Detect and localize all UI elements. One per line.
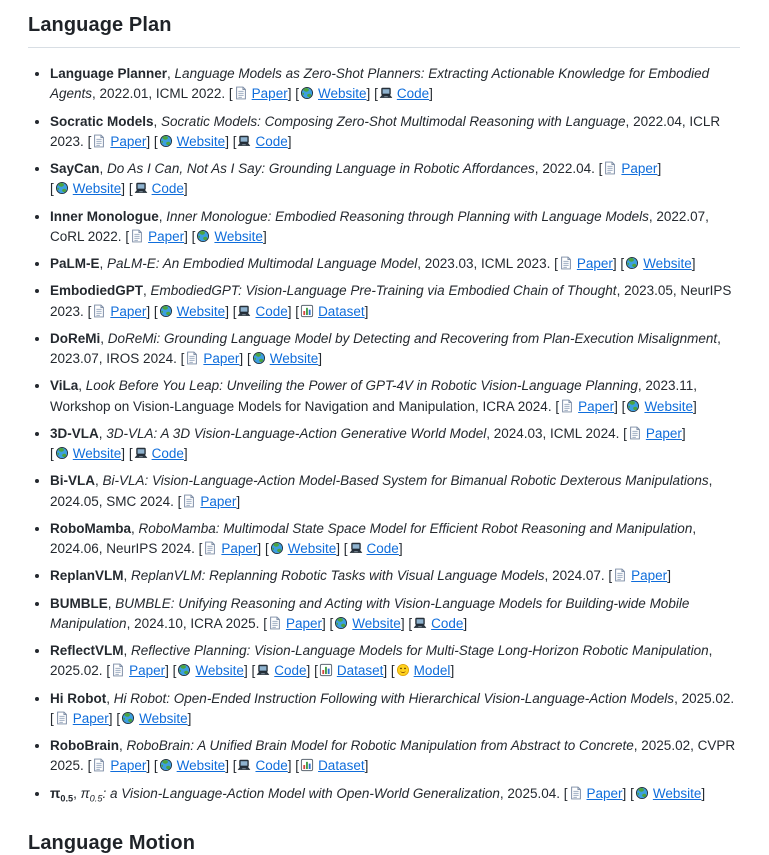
paper-name: EmbodiedGPT [50, 283, 144, 299]
paper-icon [268, 614, 282, 634]
website-link[interactable]: Website [195, 663, 244, 679]
paper-meta: 2023.07, IROS 2024. [50, 351, 177, 366]
paper-title: Do As I Can, Not As I Say: Grounding Language in Robotic Affordances [107, 161, 535, 176]
model-link[interactable]: Model [413, 663, 451, 679]
paper-item: • $\pi_{0.5}$, $\pi_{0.5}$: a Vision-Language-Action Model with Open-World Generalization, 2025.04. [ Paper] [ Website] [50, 784, 740, 804]
paper-link[interactable]: Paper [251, 86, 288, 102]
paper-link-group: [ Paper] [554, 256, 617, 271]
paper-item: • ViLa, Look Before You Leap: Unveiling the Power of GPT-4V in Robotic Vision-Language Planning, 2023.11, Workshop on Vision-Language Models for Navigation and Manipulation, ICRA 2024. [ Paper] [ Website] [50, 376, 740, 417]
model-link-group: [ Model] [391, 663, 454, 678]
globe-icon [177, 661, 191, 681]
paper-item: • ReplanVLM, ReplanVLM: Replanning Robotic Tasks with Visual Language Models, 2024.07. [ Paper] [50, 566, 740, 586]
dataset-link-group: [ Dataset] [314, 663, 387, 678]
website-link[interactable]: Website [287, 541, 337, 556]
code-link[interactable]: Code [255, 303, 288, 319]
paper-link[interactable]: Paper [110, 758, 147, 774]
website-link-group: [ Website] [630, 786, 705, 801]
code-link[interactable]: Code [431, 615, 464, 631]
paper-icon [111, 661, 125, 681]
paper-link-group: [ Paper] [88, 758, 151, 773]
paper-title: Reflective Planning: Vision-Language Models for Multi-Stage Long-Horizon Robotic Manipulation [131, 643, 709, 658]
paper-link-group: [ Paper] [181, 351, 244, 366]
paper-link[interactable]: Paper [285, 615, 322, 631]
paper-link[interactable]: Paper [576, 256, 613, 271]
paper-item: • BUMBLE, BUMBLE: Unifying Reasoning and Acting with Vision-Language Models for Building-wide Mobile Manipulation, 2024.10, ICRA 2025. [ Paper] [ Website] [ Code] [50, 594, 740, 635]
paper-name: BUMBLE [50, 595, 108, 611]
globe-icon [159, 756, 173, 776]
paper-meta: 2025.02. [681, 690, 735, 706]
paper-meta: 2024.06, NeurIPS 2024. [50, 541, 195, 556]
paper-icon [560, 397, 574, 417]
paper-title: RoboBrain: A Unified Brain Model for Robotic Manipulation from Abstract to Concrete [126, 738, 634, 753]
paper-item: • RoboBrain, RoboBrain: A Unified Brain Model for Robotic Manipulation from Abstract to Concrete, 2025.02, CVPR 2025. [ Paper] [ Website] [ Code] [ Dataset] [50, 736, 740, 777]
globe-icon [196, 227, 210, 247]
website-link-group: [ Website] [265, 541, 340, 556]
globe-icon [121, 709, 135, 729]
code-link[interactable]: Code [151, 181, 184, 197]
paper-name: 3D-VLA [50, 425, 99, 441]
paper-link-group: [ Paper] [106, 663, 169, 678]
hugging-face-icon [396, 661, 410, 681]
website-link-group: [ Website] [247, 351, 322, 366]
paper-name: RoboMamba [50, 520, 131, 536]
paper-link[interactable]: Paper [200, 493, 237, 509]
paper-link[interactable]: Paper [621, 161, 658, 176]
paper-link[interactable]: Paper [631, 568, 668, 584]
paper-name: Language Planner [50, 66, 168, 81]
code-link-group: [ Code] [129, 446, 188, 461]
paper-meta: 2025.02. [50, 663, 103, 679]
laptop-icon [256, 661, 270, 681]
paper-icon [92, 302, 106, 322]
bar-chart-icon [300, 302, 314, 322]
paper-title: Look Before You Leap: Unveiling the Power of GPT-4V in Robotic Vision-Language Planning [85, 378, 638, 394]
globe-icon [334, 614, 348, 634]
code-link[interactable]: Code [255, 133, 288, 149]
code-link[interactable]: Code [255, 758, 288, 774]
paper-link[interactable]: Paper [110, 133, 147, 149]
paper-name: ViLa [50, 378, 79, 394]
paper-item: • Hi Robot, Hi Robot: Open-Ended Instruction Following with Hierarchical Vision-Language-Action Models, 2025.02. [ Paper] [ Website] [50, 689, 740, 730]
paper-link[interactable]: Paper [148, 228, 185, 244]
paper-meta: 2022.07, CoRL 2022. [50, 208, 709, 244]
code-link-group: [ Code] [233, 758, 292, 773]
website-link-group: [ Website] [154, 134, 229, 149]
website-link[interactable]: Website [176, 133, 226, 149]
paper-title: RoboMamba: Multimodal State Space Model for Efficient Robot Reasoning and Manipulation [138, 520, 693, 536]
paper-title: $\pi_{0.5}$: a Vision-Language-Action Model with Open-World Generalization [80, 785, 500, 804]
paper-meta: 2024.10, ICRA 2025. [134, 615, 260, 631]
paper-title: 3D-VLA: A 3D Vision-Language-Action Generative World Model [106, 425, 487, 441]
paper-name: DoReMi [50, 330, 101, 346]
paper-meta: 2024.07. [552, 568, 605, 584]
paper-item: • Socratic Models, Socratic Models: Composing Zero-Shot Multimodal Reasoning with Language, 2022.04, ICLR 2023. [ Paper] [ Website] [ Code] [50, 112, 740, 153]
paper-icon [559, 254, 573, 274]
paper-name: Socratic Models [50, 113, 154, 129]
paper-list [28, 62, 740, 804]
paper-meta: 2023.05, NeurIPS 2023. [50, 283, 732, 319]
paper-title: DoReMi: Grounding Language Model by Detecting and Recovering from Plan-Execution Misalignment [107, 330, 718, 346]
paper-icon [182, 492, 196, 512]
paper-link-group: [ Paper] [88, 304, 151, 319]
code-link-group: [ Code] [233, 134, 292, 149]
paper-link[interactable]: Paper [586, 785, 623, 801]
website-link[interactable]: Website [352, 615, 401, 631]
paper-meta: 2022.04, ICLR 2023. [50, 113, 721, 149]
globe-icon [625, 254, 639, 274]
globe-icon [159, 302, 173, 322]
website-link[interactable]: Website [318, 86, 367, 102]
laptop-icon [237, 756, 251, 776]
paper-meta: 2024.03, ICML 2024. [493, 425, 620, 441]
laptop-icon [413, 614, 427, 634]
paper-link-group: [ Paper] [178, 494, 241, 509]
paper-link-group: [ Paper] [623, 426, 686, 441]
laptop-icon [237, 302, 251, 322]
globe-icon [626, 397, 640, 417]
globe-icon [300, 84, 314, 104]
dataset-link[interactable]: Dataset [336, 663, 384, 679]
paper-item: • DoReMi, DoReMi: Grounding Language Model by Detecting and Recovering from Plan-Execution Misalignment, 2023.07, IROS 2024. [ Paper] [ Website] [50, 329, 740, 370]
website-link-group: [ Website] [50, 446, 125, 461]
paper-name: Bi-VLA [50, 473, 95, 489]
code-link[interactable]: Code [366, 541, 399, 556]
globe-icon [55, 179, 69, 199]
paper-meta: 2023.03, ICML 2023. [424, 256, 551, 271]
website-link[interactable]: Website [176, 303, 226, 319]
paper-name: $\pi_{0.5}$ [50, 785, 74, 804]
code-link-group: [ Code] [233, 304, 292, 319]
paper-icon [130, 227, 144, 247]
paper-icon [613, 566, 627, 586]
website-link-group: [ Website] [50, 181, 125, 196]
globe-icon [252, 349, 266, 369]
globe-icon [270, 539, 284, 559]
paper-icon [628, 424, 642, 444]
section-heading-language-motion: Language Motion [28, 831, 196, 854]
paper-icon [234, 84, 248, 104]
website-link[interactable]: Website [643, 256, 692, 271]
laptop-icon [379, 84, 393, 104]
website-link-group: [ Website] [154, 304, 229, 319]
paper-link[interactable]: Paper [129, 663, 166, 679]
paper-meta: 2025.02, CVPR 2025. [50, 738, 736, 774]
paper-link-group: [ Paper] [88, 134, 151, 149]
paper-link-group: [ Paper] [564, 786, 627, 801]
code-link-group: [ Code] [408, 616, 467, 631]
section-heading-language-plan: Language Plan [28, 12, 740, 48]
paper-title: Language Models as Zero-Shot Planners: Extracting Actionable Knowledge for Embodied Agents [50, 66, 710, 102]
paper-link-group: [ Paper] [263, 616, 326, 631]
paper-name: ReplanVLM [50, 568, 124, 584]
paper-title: EmbodiedGPT: Vision-Language Pre-Training via Embodied Chain of Thought [150, 283, 617, 299]
globe-icon [159, 132, 173, 152]
paper-name: SayCan [50, 161, 100, 176]
paper-meta: 2022.01, ICML 2022. [99, 86, 226, 102]
paper-icon [55, 709, 69, 729]
paper-title: Hi Robot: Open-Ended Instruction Following with Hierarchical Vision-Language-Action Models [113, 690, 675, 706]
code-link-group: [ Code] [344, 541, 403, 556]
laptop-icon [134, 444, 148, 464]
paper-link[interactable]: Paper [221, 541, 258, 556]
paper-name: ReflectVLM [50, 643, 124, 658]
paper-link[interactable]: Paper [578, 398, 615, 414]
paper-title: PaLM-E: An Embodied Multimodal Language Model [107, 256, 418, 271]
code-link[interactable]: Code [396, 86, 430, 102]
paper-icon [603, 159, 617, 179]
paper-name: PaLM-E [50, 256, 100, 271]
globe-icon [635, 784, 649, 804]
website-link-group: [ Website] [173, 663, 248, 678]
paper-name: Hi Robot [50, 690, 107, 706]
paper-item: • PaLM-E, PaLM-E: An Embodied Multimodal Language Model, 2023.03, ICML 2023. [ Paper] [ Website] [50, 254, 740, 274]
website-link-group: [ Website] [622, 399, 697, 414]
paper-item: • Bi-VLA, Bi-VLA: Vision-Language-Action Model-Based System for Bimanual Robotic Dexterous Manipulations, 2024.05, SMC 2024. [ Paper] [50, 471, 740, 512]
paper-icon [92, 756, 106, 776]
paper-item: • 3D-VLA, 3D-VLA: A 3D Vision-Language-Action Generative World Model, 2024.03, ICML 2024. [ Paper] [ Website] [ Code] [50, 424, 740, 465]
paper-meta: 2023.11, Workshop on Vision-Language Models for Navigation and Manipulation, ICRA 2024. [50, 378, 697, 414]
bar-chart-icon [300, 756, 314, 776]
paper-icon [92, 132, 106, 152]
code-link-group: [ Code] [374, 86, 433, 101]
website-link-group: [ Website] [154, 758, 229, 773]
paper-link-group: [ Paper] [125, 229, 188, 244]
paper-icon [569, 784, 583, 804]
paper-icon [203, 539, 217, 559]
paper-link-group: [ Paper] [608, 568, 671, 583]
globe-icon [55, 444, 69, 464]
code-link[interactable]: Code [151, 446, 184, 461]
website-link-group: [ Website] [192, 229, 267, 244]
code-link-group: [ Code] [251, 663, 310, 678]
paper-title: Bi-VLA: Vision-Language-Action Model-Based System for Bimanual Robotic Dexterous Manipulations [102, 473, 709, 489]
dataset-link-group: [ Dataset] [295, 304, 368, 319]
paper-link[interactable]: Paper [645, 425, 682, 441]
code-link[interactable]: Code [274, 663, 307, 679]
paper-link-group: [ Paper] [199, 541, 262, 556]
dataset-link[interactable]: Dataset [318, 303, 365, 319]
paper-item: • SayCan, Do As I Can, Not As I Say: Grounding Language in Robotic Affordances, 2022.04. [ Paper] [ Website] [ Code] [50, 159, 740, 200]
paper-link-group: [ Paper] [229, 86, 292, 101]
paper-name: Inner Monologue [50, 208, 159, 224]
paper-item: • Inner Monologue, Inner Monologue: Embodied Reasoning through Planning with Language Models, 2022.07, CoRL 2022. [ Paper] [ Website] [50, 207, 740, 248]
website-link-group: [ Website] [116, 711, 191, 726]
paper-link-group: [ Paper] [599, 161, 662, 176]
paper-title: BUMBLE: Unifying Reasoning and Acting with Vision-Language Models for Building-wide Mobile Manipulation [50, 595, 690, 631]
laptop-icon [349, 539, 363, 559]
website-link[interactable]: Website [644, 398, 693, 414]
website-link[interactable]: Website [214, 228, 263, 244]
website-link[interactable]: Website [269, 351, 319, 366]
paper-meta: 2022.04. [542, 161, 595, 176]
paper-link[interactable]: Paper [110, 303, 147, 319]
website-link[interactable]: Website [176, 758, 226, 774]
website-link[interactable]: Website [72, 181, 122, 197]
website-link-group: [ Website] [295, 86, 370, 101]
paper-meta: 2024.05, SMC 2024. [50, 493, 174, 509]
paper-title: Socratic Models: Composing Zero-Shot Multimodal Reasoning with Language [161, 113, 626, 129]
paper-link[interactable]: Paper [72, 710, 109, 726]
paper-name: RoboBrain [50, 738, 119, 753]
paper-icon [185, 349, 199, 369]
laptop-icon [134, 179, 148, 199]
paper-item: • RoboMamba, RoboMamba: Multimodal State Space Model for Efficient Robot Reasoning and Manipulation, 2024.06, NeurIPS 2024. [ Paper] [ Website] [ Code] [50, 519, 740, 560]
paper-link[interactable]: Paper [203, 351, 240, 366]
paper-item: • EmbodiedGPT, EmbodiedGPT: Vision-Language Pre-Training via Embodied Chain of Thought, 2023.05, NeurIPS 2023. [ Paper] [ Website] [ Code] [ Dataset] [50, 281, 740, 322]
paper-title: Inner Monologue: Embodied Reasoning through Planning with Language Models [166, 208, 649, 224]
paper-title: ReplanVLM: Replanning Robotic Tasks with Visual Language Models [131, 568, 545, 584]
code-link-group: [ Code] [129, 181, 188, 196]
dataset-link[interactable]: Dataset [318, 758, 365, 774]
paper-item: • Language Planner, Language Models as Zero-Shot Planners: Extracting Actionable Knowledge for Embodied Agents, 2022.01, ICML 2022. [ Paper] [ Website] [ Code] [50, 64, 740, 105]
website-link-group: [ Website] [330, 616, 405, 631]
laptop-icon [237, 132, 251, 152]
website-link[interactable]: Website [652, 785, 702, 801]
website-link[interactable]: Website [139, 710, 188, 726]
paper-link-group: [ Paper] [555, 399, 618, 414]
dataset-link-group: [ Dataset] [295, 758, 368, 773]
website-link[interactable]: Website [72, 446, 122, 461]
paper-item: • ReflectVLM, Reflective Planning: Vision-Language Models for Multi-Stage Long-Horizon Robotic Manipulation, 2025.02. [ Paper] [ Website] [ Code] [ Dataset] [ Model] [50, 641, 740, 682]
paper-meta: 2025.04. [507, 785, 560, 801]
website-link-group: [ Website] [620, 256, 695, 271]
bar-chart-icon [319, 661, 333, 681]
paper-link-group: [ Paper] [50, 711, 113, 726]
